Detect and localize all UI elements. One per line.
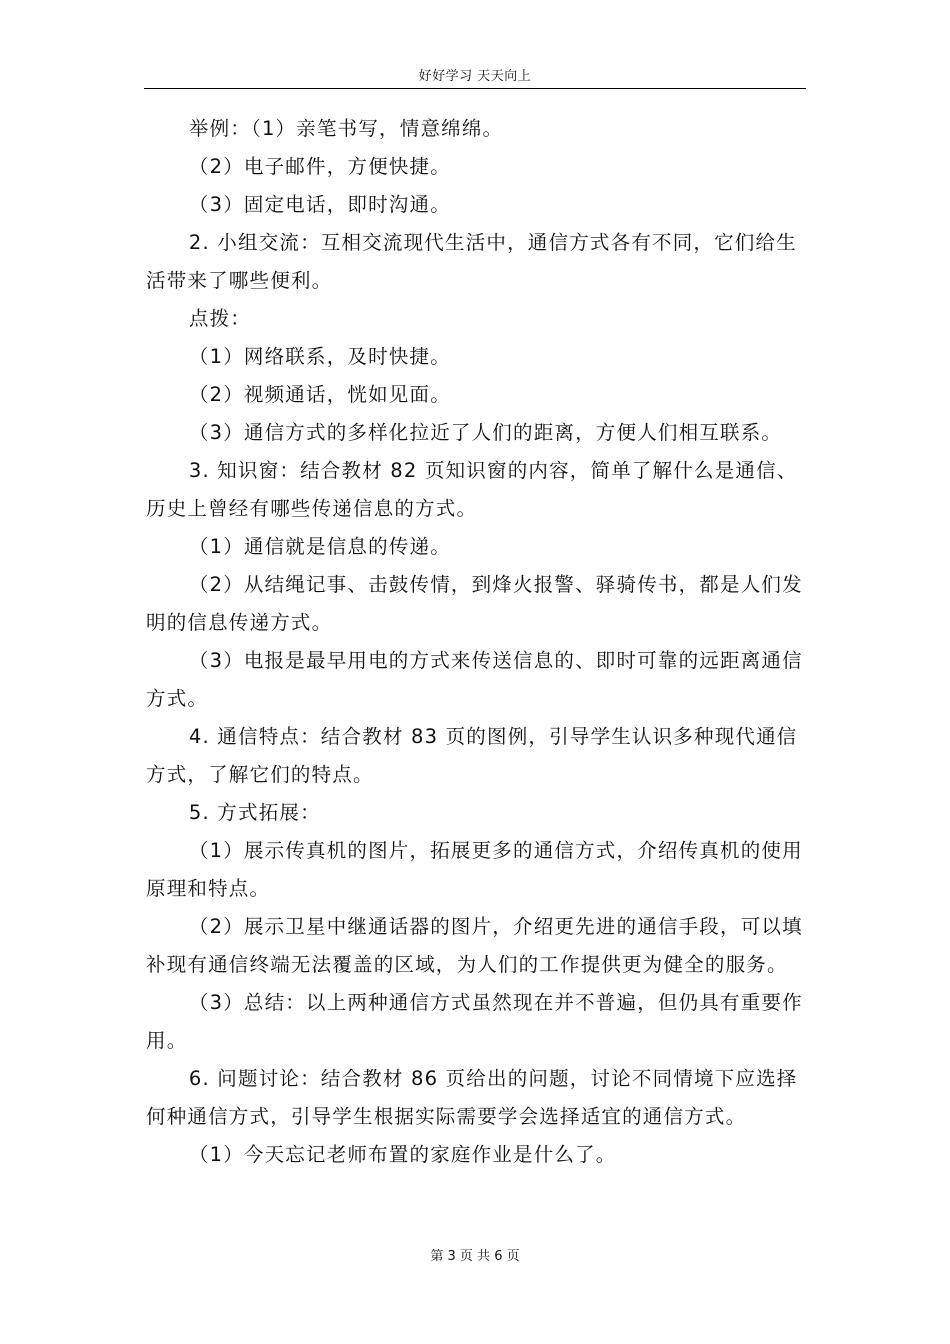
paragraph: （1）网络联系，及时快捷。 (188, 345, 451, 368)
paragraph: （2）从结绳记事、击鼓传情，到烽火报警、驿骑传书，都是人们发明的信息传递方式。 (146, 573, 803, 634)
paragraph: 2. 小组交流：互相交流现代生活中，通信方式各有不同，它们给生活带来了哪些便利。 (146, 231, 797, 292)
paragraph: （2）展示卫星中继通话器的图片，介绍更先进的通信手段，可以填补现有通信终端无法覆盖的区域，为人们的工作提供更为健全的服务。 (146, 915, 803, 976)
paragraph: 3. 知识窗：结合教材 82 页知识窗的内容，简单了解什么是通信、历史上曾经有哪些传递信息的方式。 (146, 459, 798, 520)
paragraph: （1）今天忘记老师布置的家庭作业是什么了。 (188, 1143, 617, 1166)
document-body (146, 110, 810, 1174)
paragraph: （1）展示传真机的图片，拓展更多的通信方式，介绍传真机的使用原理和特点。 (146, 839, 803, 900)
page-number: 第 3 页 共 6 页 (430, 1249, 520, 1264)
paragraph: 6. 问题讨论：结合教材 86 页给出的问题，讨论不同情境下应选择何种通信方式，引导学生根据实际需要学会选择适宜的通信方式。 (146, 1067, 798, 1128)
paragraph: （3）固定电话，即时沟通。 (188, 193, 451, 216)
paragraph: （3）通信方式的多样化拉近了人们的距离，方便人们相互联系。 (188, 421, 783, 444)
paragraph: （3）总结：以上两种通信方式虽然现在并不普遍，但仍具有重要作用。 (146, 991, 803, 1052)
paragraph: 4. 通信特点：结合教材 83 页的图例，引导学生认识多种现代通信方式，了解它们的特点。 (146, 725, 798, 786)
paragraph: 5. 方式拓展： (188, 801, 321, 824)
paragraph: 举例：（1）亲笔书写，情意绵绵。 (188, 117, 504, 140)
paragraph: （3）电报是最早用电的方式来传送信息的、即时可靠的远距离通信方式。 (146, 649, 803, 710)
paragraph: （2）视频通话，恍如见面。 (188, 383, 451, 406)
paragraph: （1）通信就是信息的传递。 (188, 535, 451, 558)
paragraph: 点拨： (188, 307, 251, 330)
paragraph: （2）电子邮件，方便快捷。 (188, 155, 451, 178)
page-header: 好好学习 天天向上 (418, 69, 532, 84)
header-divider (144, 88, 806, 89)
